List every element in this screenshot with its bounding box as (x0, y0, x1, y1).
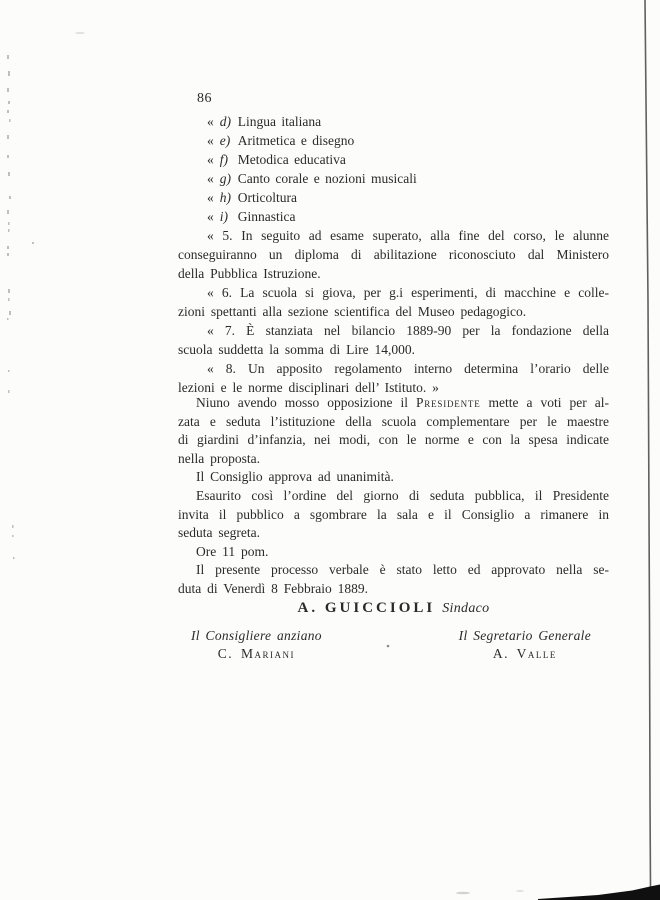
list-item (178, 169, 609, 188)
guillemet-marker: « (207, 209, 214, 224)
text-segment: mette a voti per al- (480, 395, 609, 410)
left-name: C. Mariani (217, 646, 296, 661)
text-line: « 8. Un apposito regolamento interno determina l’orario delle (207, 361, 609, 376)
right-role: Il Segretario Generale (458, 628, 591, 643)
faint-smudge (456, 892, 470, 895)
text-line: Il presente processo verbale è stato letto ed approvato nella se- (196, 562, 609, 578)
signature-left (191, 628, 322, 662)
president-smallcaps: Presidente (416, 395, 481, 410)
page-number: 86 (197, 91, 212, 106)
list-item (178, 150, 609, 169)
text-line (178, 394, 609, 413)
text-line: Ore 11 pom. (196, 543, 269, 559)
quoted-regulation-block (178, 112, 609, 397)
text-line: di giardini d’infanzia, nei modi, con le norme e con la spesa indicate (178, 432, 609, 448)
text-line: scuola suddetta la somma di Lire 14,000. (178, 342, 415, 357)
text-line: lezioni e le norme disciplinari dell’ Istituto. » (178, 380, 439, 395)
faint-smudge (516, 890, 524, 892)
list-text: Canto corale e nozioni musicali (237, 171, 417, 186)
left-role: Il Consigliere anziano (191, 628, 322, 643)
list-text: Lingua italiana (237, 114, 322, 129)
list-text: Aritmetica e disegno (237, 133, 355, 148)
signature-block (178, 600, 609, 662)
right-name: A. Valle (492, 646, 557, 661)
signature-row (178, 628, 609, 662)
guillemet-marker: « (207, 114, 214, 129)
list-letter: g) (219, 171, 231, 186)
guillemet-marker: « (207, 190, 214, 205)
list-text: Ginnastica (237, 209, 296, 224)
list-letter: e) (219, 133, 231, 148)
text-line: invita il pubblico a sgombrare la sala e il Consiglio a rimanere in (178, 506, 609, 522)
text-line: zata e seduta l’istituzione della scuola complementare per le maestre (178, 413, 609, 429)
signature-right (459, 628, 591, 662)
list-letter: i) (219, 209, 228, 224)
text-line: Esaurito così l’ordine del giorno di seduta pubblica, il Presidente (196, 487, 609, 503)
text-line: nella proposta. (178, 450, 260, 466)
left-margin-speckles (7, 55, 34, 559)
page-corner-shadow (538, 885, 660, 900)
list-text: Orticoltura (237, 190, 297, 205)
text-line: « 6. La scuola si giova, per g.i esperimenti, di macchine e colle- (207, 285, 609, 300)
list-letter: d) (219, 114, 231, 129)
text-line: Il Consiglio approva ad unanimità. (196, 469, 394, 485)
text-line: « 7. È stanziata nel bilancio 1889-90 per la fondazione della (207, 323, 609, 338)
list-item (178, 112, 609, 131)
mayor-title: Sindaco (442, 601, 490, 616)
guillemet-marker: « (207, 152, 214, 167)
list-letter: h) (219, 190, 231, 205)
guillemet-marker: « (207, 133, 214, 148)
text-line: duta di Venerdì 8 Febbraio 1889. (178, 580, 368, 596)
list-text: Metodica educativa (237, 152, 346, 167)
text-line: della Pubblica Istruzione. (178, 266, 321, 281)
list-item (178, 188, 609, 207)
text-line: conseguiranno un diploma di abilitazione riconosciuto dal Ministero (178, 247, 609, 262)
faint-smudge (75, 32, 85, 34)
list-item (178, 207, 609, 226)
minutes-body-block (178, 394, 609, 599)
text-line: « 5. In seguito ad esame superato, alla fine del corso, le alunne (207, 228, 609, 243)
text-line: zioni spettanti alla sezione scientifica del Museo pedagogico. (178, 304, 527, 319)
signature-mayor (178, 600, 609, 617)
text-line: seduta segreta. (178, 525, 260, 541)
guillemet-marker: « (207, 171, 214, 186)
list-letter: f) (219, 152, 228, 167)
mayor-name: A. GUICCIOLI (297, 600, 436, 616)
list-item (178, 131, 609, 150)
text-segment: Niuno avendo mosso opposizione il (196, 395, 416, 410)
page-edge-line (645, 0, 651, 888)
